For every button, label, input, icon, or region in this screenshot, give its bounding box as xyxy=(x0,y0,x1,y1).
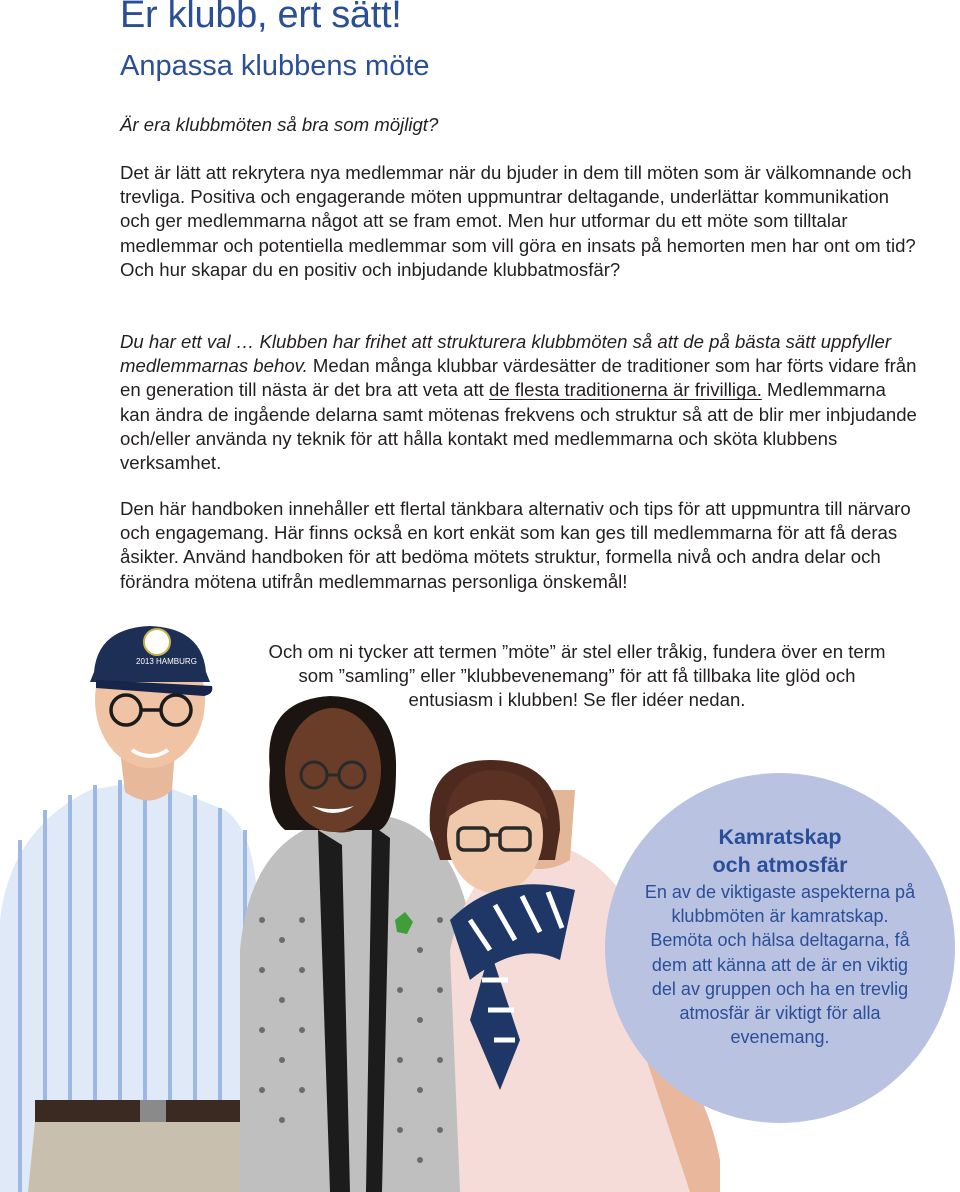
cap-text: 2013 HAMBURG xyxy=(136,657,197,666)
callout-title-line2: och atmosfär xyxy=(712,853,848,877)
callout-title xyxy=(655,823,905,879)
callout-body: En av de viktigaste aspekterna på klubbmöten är kamratskap. Bemöta och hälsa deltagarna, få dem att känna att de är en viktig del av gruppen och ha en trevlig atmosfär är viktigt för alla evenemang. xyxy=(644,882,916,1048)
paragraph-intro: Det är lätt att rekrytera nya medlemmar när du bjuder in dem till möten som är välkomnande och trevliga. Positiva och engagerande möten uppmuntrar deltagande, underlättar kommunikation och ger medlemmarna något att se fram emot. Men hur utformar du ett möte som tilltalar medlemmar och potentiella medlemmar som vill göra en insats på hemorten men har ont om tid? Och hur skapar du en positiv och inbjudande klubbatmosfär? xyxy=(120,162,916,280)
paragraph-term: Och om ni tycker att termen ”möte” är stel eller tråkig, fundera över en term som ”samling” eller ”klubbevenemang” för att få tillbaka lite glöd och entusiasm i klubben! Se fler idéer nedan. xyxy=(268,641,886,711)
callout-title-line1: Kamratskap xyxy=(718,825,842,849)
paragraph-choice-end: Medlemmarna kan ändra de ingående delarna samt mötenas frekvens och struktur så att de blir mer inbjudande och/eller använda ny teknik för att hålla kontakt med medlemmarna och sköta klubbens verksamhet. xyxy=(120,379,917,474)
man-figure xyxy=(0,626,262,1192)
paragraph-choice-italic: Du har ett val … Klubben har frihet att strukturera klubbmöten så att de på bästa sätt uppfyller medlemmarnas behov. xyxy=(120,331,892,377)
page-subtitle: Anpassa klubbens möte xyxy=(120,50,430,82)
traditions-underlined-text: de flesta traditionerna är frivilliga. xyxy=(489,379,762,401)
page-title: Er klubb, ert sätt! xyxy=(120,0,402,36)
lead-question: Är era klubbmöten så bra som möjligt? xyxy=(120,114,439,135)
paragraph-choice-text: Medan många klubbar värdesätter de traditioner som har förts vidare från en generation till nästa är det bra att veta att xyxy=(120,355,917,401)
paragraph-choice xyxy=(120,330,920,475)
paragraph-handbook: Den här handboken innehåller ett flertal tänkbara alternativ och tips för att uppmuntra till närvaro och engagemang. Här finns också en kort enkät som kan ges till medlemmarna för att få deras åsikter. Använd handboken för att bedöma mötets struktur, formella nivå och andra delar och förändra mötena utifrån medlemmarnas personliga önskemål! xyxy=(120,498,911,592)
